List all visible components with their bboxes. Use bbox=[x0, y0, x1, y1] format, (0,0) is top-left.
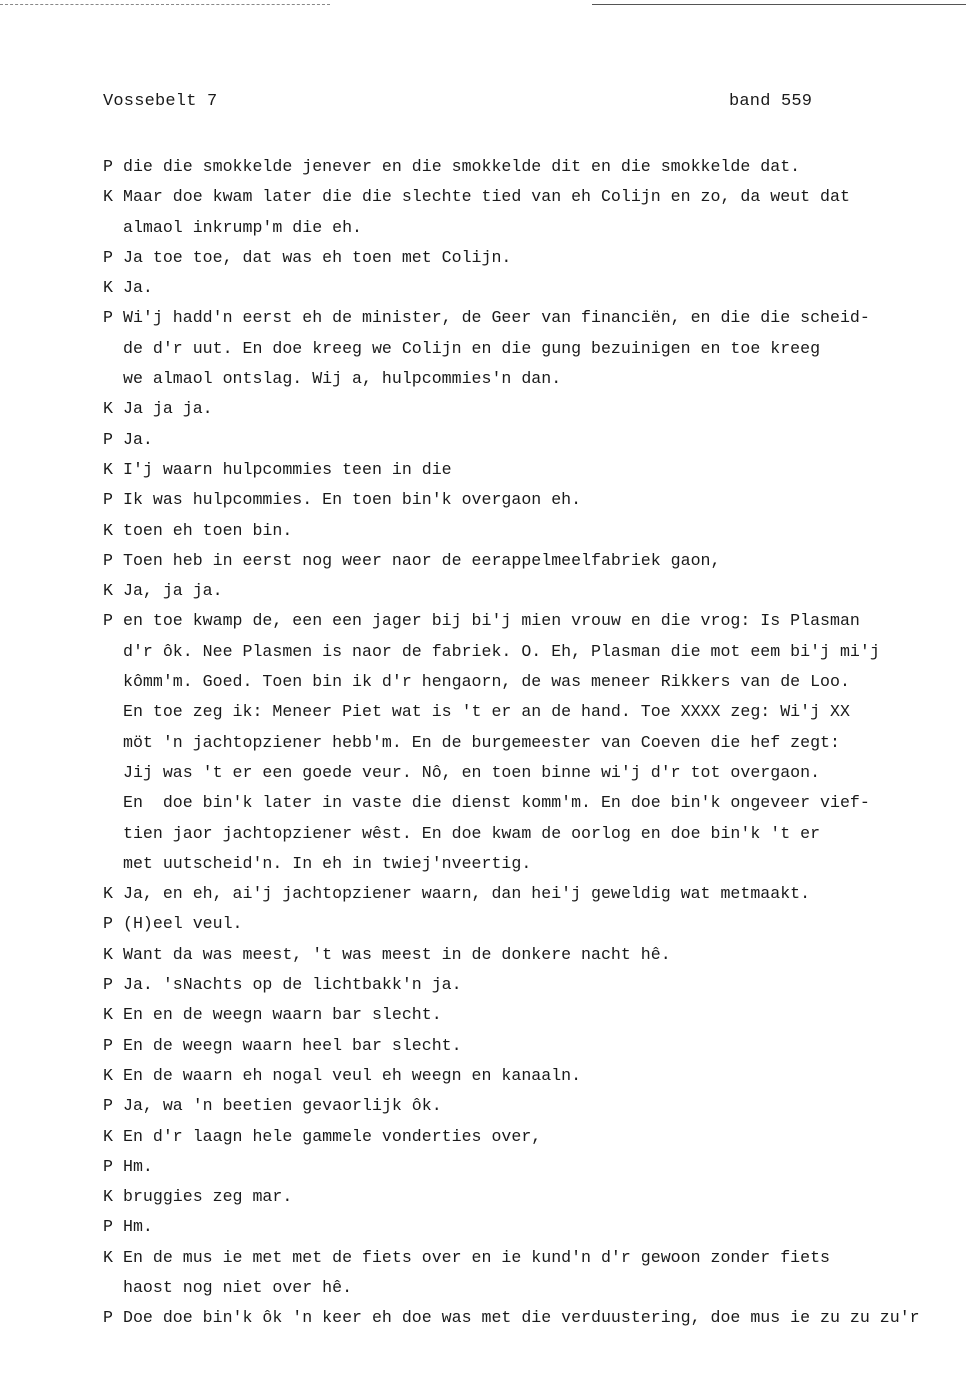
transcript-line bbox=[103, 940, 963, 970]
transcript-line bbox=[103, 364, 963, 394]
speaker-label: K bbox=[103, 278, 113, 298]
line-text: Ja. 'sNachts op de lichtbakk'n ja. bbox=[123, 975, 462, 995]
line-text: de d'r uut. En doe kreeg we Colijn en die gung bezuinigen en toe kreeg bbox=[123, 338, 821, 358]
speaker-label: P bbox=[103, 157, 113, 176]
speaker-label: P bbox=[103, 1217, 113, 1237]
header-band-number: band 559 bbox=[729, 92, 813, 111]
line-text: Ja, wa 'n beetien gevaorlijk ôk. bbox=[123, 1096, 442, 1116]
line-text: we almaol ontslag. Wij a, hulpcommies'n dan. bbox=[123, 369, 562, 389]
line-text: En toe zeg ik: Meneer Piet wat is 't er an de hand. Toe XXXX zeg: Wi'j XX bbox=[123, 702, 850, 722]
speaker-label: P bbox=[103, 611, 113, 631]
transcript-line bbox=[103, 637, 963, 667]
line-text: Ja, en eh, ai'j jachtopziener waarn, dan hei'j geweldig wat metmaakt. bbox=[123, 884, 811, 904]
line-text: haost nog niet over hê. bbox=[123, 1277, 353, 1297]
line-text: (H)eel veul. bbox=[123, 914, 243, 934]
line-text: die die smokkelde jenever en die smokkelde dit en die smokkelde dat. bbox=[123, 157, 801, 176]
speaker-label: P bbox=[103, 308, 113, 328]
line-text: En doe bin'k later in vaste die dienst komm'm. En doe bin'k ongeveer vief- bbox=[123, 793, 870, 813]
top-rule-right bbox=[592, 4, 966, 5]
speaker-label: K bbox=[103, 1065, 113, 1085]
speaker-label: K bbox=[103, 459, 113, 479]
speaker-label: K bbox=[103, 399, 113, 419]
line-text: met uutscheid'n. In eh in twiej'nveertig. bbox=[123, 853, 532, 873]
transcript-body bbox=[103, 152, 963, 1334]
transcript-line bbox=[103, 1031, 963, 1061]
transcript-line bbox=[103, 243, 963, 273]
transcript-line bbox=[103, 1243, 963, 1273]
line-text: d'r ôk. Nee Plasmen is naor de fabriek. O. Eh, Plasman die mot eem bi'j mi'j bbox=[123, 641, 880, 661]
speaker-label: K bbox=[103, 1126, 113, 1146]
line-text: Want da was meest, 't was meest in de donkere nacht hê. bbox=[123, 944, 671, 964]
transcript-line bbox=[103, 697, 963, 727]
line-text: En de waarn eh nogal veul eh weegn en kanaaln. bbox=[123, 1065, 582, 1085]
top-rule-left bbox=[0, 4, 330, 5]
line-text: Ja toe toe, dat was eh toen met Colijn. bbox=[123, 247, 512, 267]
line-text: Maar doe kwam later die die slechte tied van eh Colijn en zo, da weut dat bbox=[123, 187, 850, 207]
line-text: Ja. bbox=[123, 429, 153, 449]
speaker-label: P bbox=[103, 1035, 113, 1055]
transcript-line bbox=[103, 152, 963, 182]
line-text: En en de weegn waarn bar slecht. bbox=[123, 1005, 442, 1025]
transcript-line bbox=[103, 334, 963, 364]
transcript-line bbox=[103, 970, 963, 1000]
line-text: almaol inkrump'm die eh. bbox=[123, 217, 362, 237]
line-text: tien jaor jachtopziener wêst. En doe kwam de oorlog en doe bin'k 't er bbox=[123, 823, 821, 843]
speaker-label: P bbox=[103, 914, 113, 934]
transcript-line bbox=[103, 879, 963, 909]
transcript-line bbox=[103, 516, 963, 546]
line-text: Toen heb in eerst nog weer naor de eerappelmeelfabriek gaon, bbox=[123, 550, 721, 570]
transcript-line bbox=[103, 849, 963, 879]
line-text: kômm'm. Goed. Toen bin ik d'r hengaorn, de was meneer Rikkers van de Loo. bbox=[123, 672, 850, 692]
transcript-line bbox=[103, 819, 963, 849]
speaker-label: P bbox=[103, 1156, 113, 1176]
transcript-line bbox=[103, 606, 963, 636]
line-text: Ja ja ja. bbox=[123, 399, 213, 419]
transcript-line bbox=[103, 1273, 963, 1303]
line-text: bruggies zeg mar. bbox=[123, 1187, 293, 1207]
line-text: Wi'j hadd'n eerst eh de minister, de Geer van financiën, en die die scheid- bbox=[123, 308, 870, 328]
speaker-label: K bbox=[103, 520, 113, 540]
speaker-label: K bbox=[103, 1247, 113, 1267]
transcript-line bbox=[103, 758, 963, 788]
transcript-line bbox=[103, 425, 963, 455]
line-text: En de weegn waarn heel bar slecht. bbox=[123, 1035, 462, 1055]
speaker-label: K bbox=[103, 1005, 113, 1025]
line-text: Hm. bbox=[123, 1156, 153, 1176]
speaker-label: P bbox=[103, 429, 113, 449]
speaker-label: P bbox=[103, 247, 113, 267]
transcript-line bbox=[103, 485, 963, 515]
line-text: I'j waarn hulpcommies teen in die bbox=[123, 459, 452, 479]
transcript-line bbox=[103, 909, 963, 939]
transcript-line bbox=[103, 394, 963, 424]
speaker-label: K bbox=[103, 187, 113, 207]
speaker-label: P bbox=[103, 975, 113, 995]
transcript-line bbox=[103, 1000, 963, 1030]
speaker-label: K bbox=[103, 944, 113, 964]
speaker-label: P bbox=[103, 1308, 113, 1328]
line-text: Jij was 't er een goede veur. Nô, en toen binne wi'j d'r tot overgaon. bbox=[123, 762, 821, 782]
transcript-line bbox=[103, 455, 963, 485]
transcript-line bbox=[103, 576, 963, 606]
transcript-line bbox=[103, 728, 963, 758]
line-text: En d'r laagn hele gammele vonderties over, bbox=[123, 1126, 542, 1146]
transcript-line bbox=[103, 788, 963, 818]
transcript-line bbox=[103, 303, 963, 333]
line-text: toen eh toen bin. bbox=[123, 520, 293, 540]
transcript-line bbox=[103, 1303, 963, 1333]
header-title: Vossebelt 7 bbox=[103, 92, 218, 111]
transcript-line bbox=[103, 1182, 963, 1212]
line-text: möt 'n jachtopziener hebb'm. En de burgemeester van Coeven die hef zegt: bbox=[123, 732, 840, 752]
transcript-line bbox=[103, 1091, 963, 1121]
speaker-label: P bbox=[103, 550, 113, 570]
speaker-label: K bbox=[103, 581, 113, 601]
transcript-line bbox=[103, 1152, 963, 1182]
line-text: Ja, ja ja. bbox=[123, 581, 223, 601]
line-text: En de mus ie met met de fiets over en ie kund'n d'r gewoon zonder fiets bbox=[123, 1247, 831, 1267]
transcript-line bbox=[103, 182, 963, 212]
line-text: Hm. bbox=[123, 1217, 153, 1237]
speaker-label: P bbox=[103, 1096, 113, 1116]
line-text: Ja. bbox=[123, 278, 153, 298]
transcript-line bbox=[103, 1061, 963, 1091]
line-text: Doe doe bin'k ôk 'n keer eh doe was met die verduustering, doe mus ie zu zu zu'r bbox=[123, 1308, 920, 1328]
transcript-line bbox=[103, 273, 963, 303]
transcript-line bbox=[103, 546, 963, 576]
speaker-label: K bbox=[103, 1187, 113, 1207]
transcript-line bbox=[103, 1122, 963, 1152]
line-text: en toe kwamp de, een een jager bij bi'j mien vrouw en die vrog: Is Plasman bbox=[123, 611, 860, 631]
speaker-label: P bbox=[103, 490, 113, 510]
speaker-label: K bbox=[103, 884, 113, 904]
transcript-line bbox=[103, 1212, 963, 1242]
transcript-line bbox=[103, 213, 963, 243]
transcript-line bbox=[103, 667, 963, 697]
line-text: Ik was hulpcommies. En toen bin'k overgaon eh. bbox=[123, 490, 582, 510]
